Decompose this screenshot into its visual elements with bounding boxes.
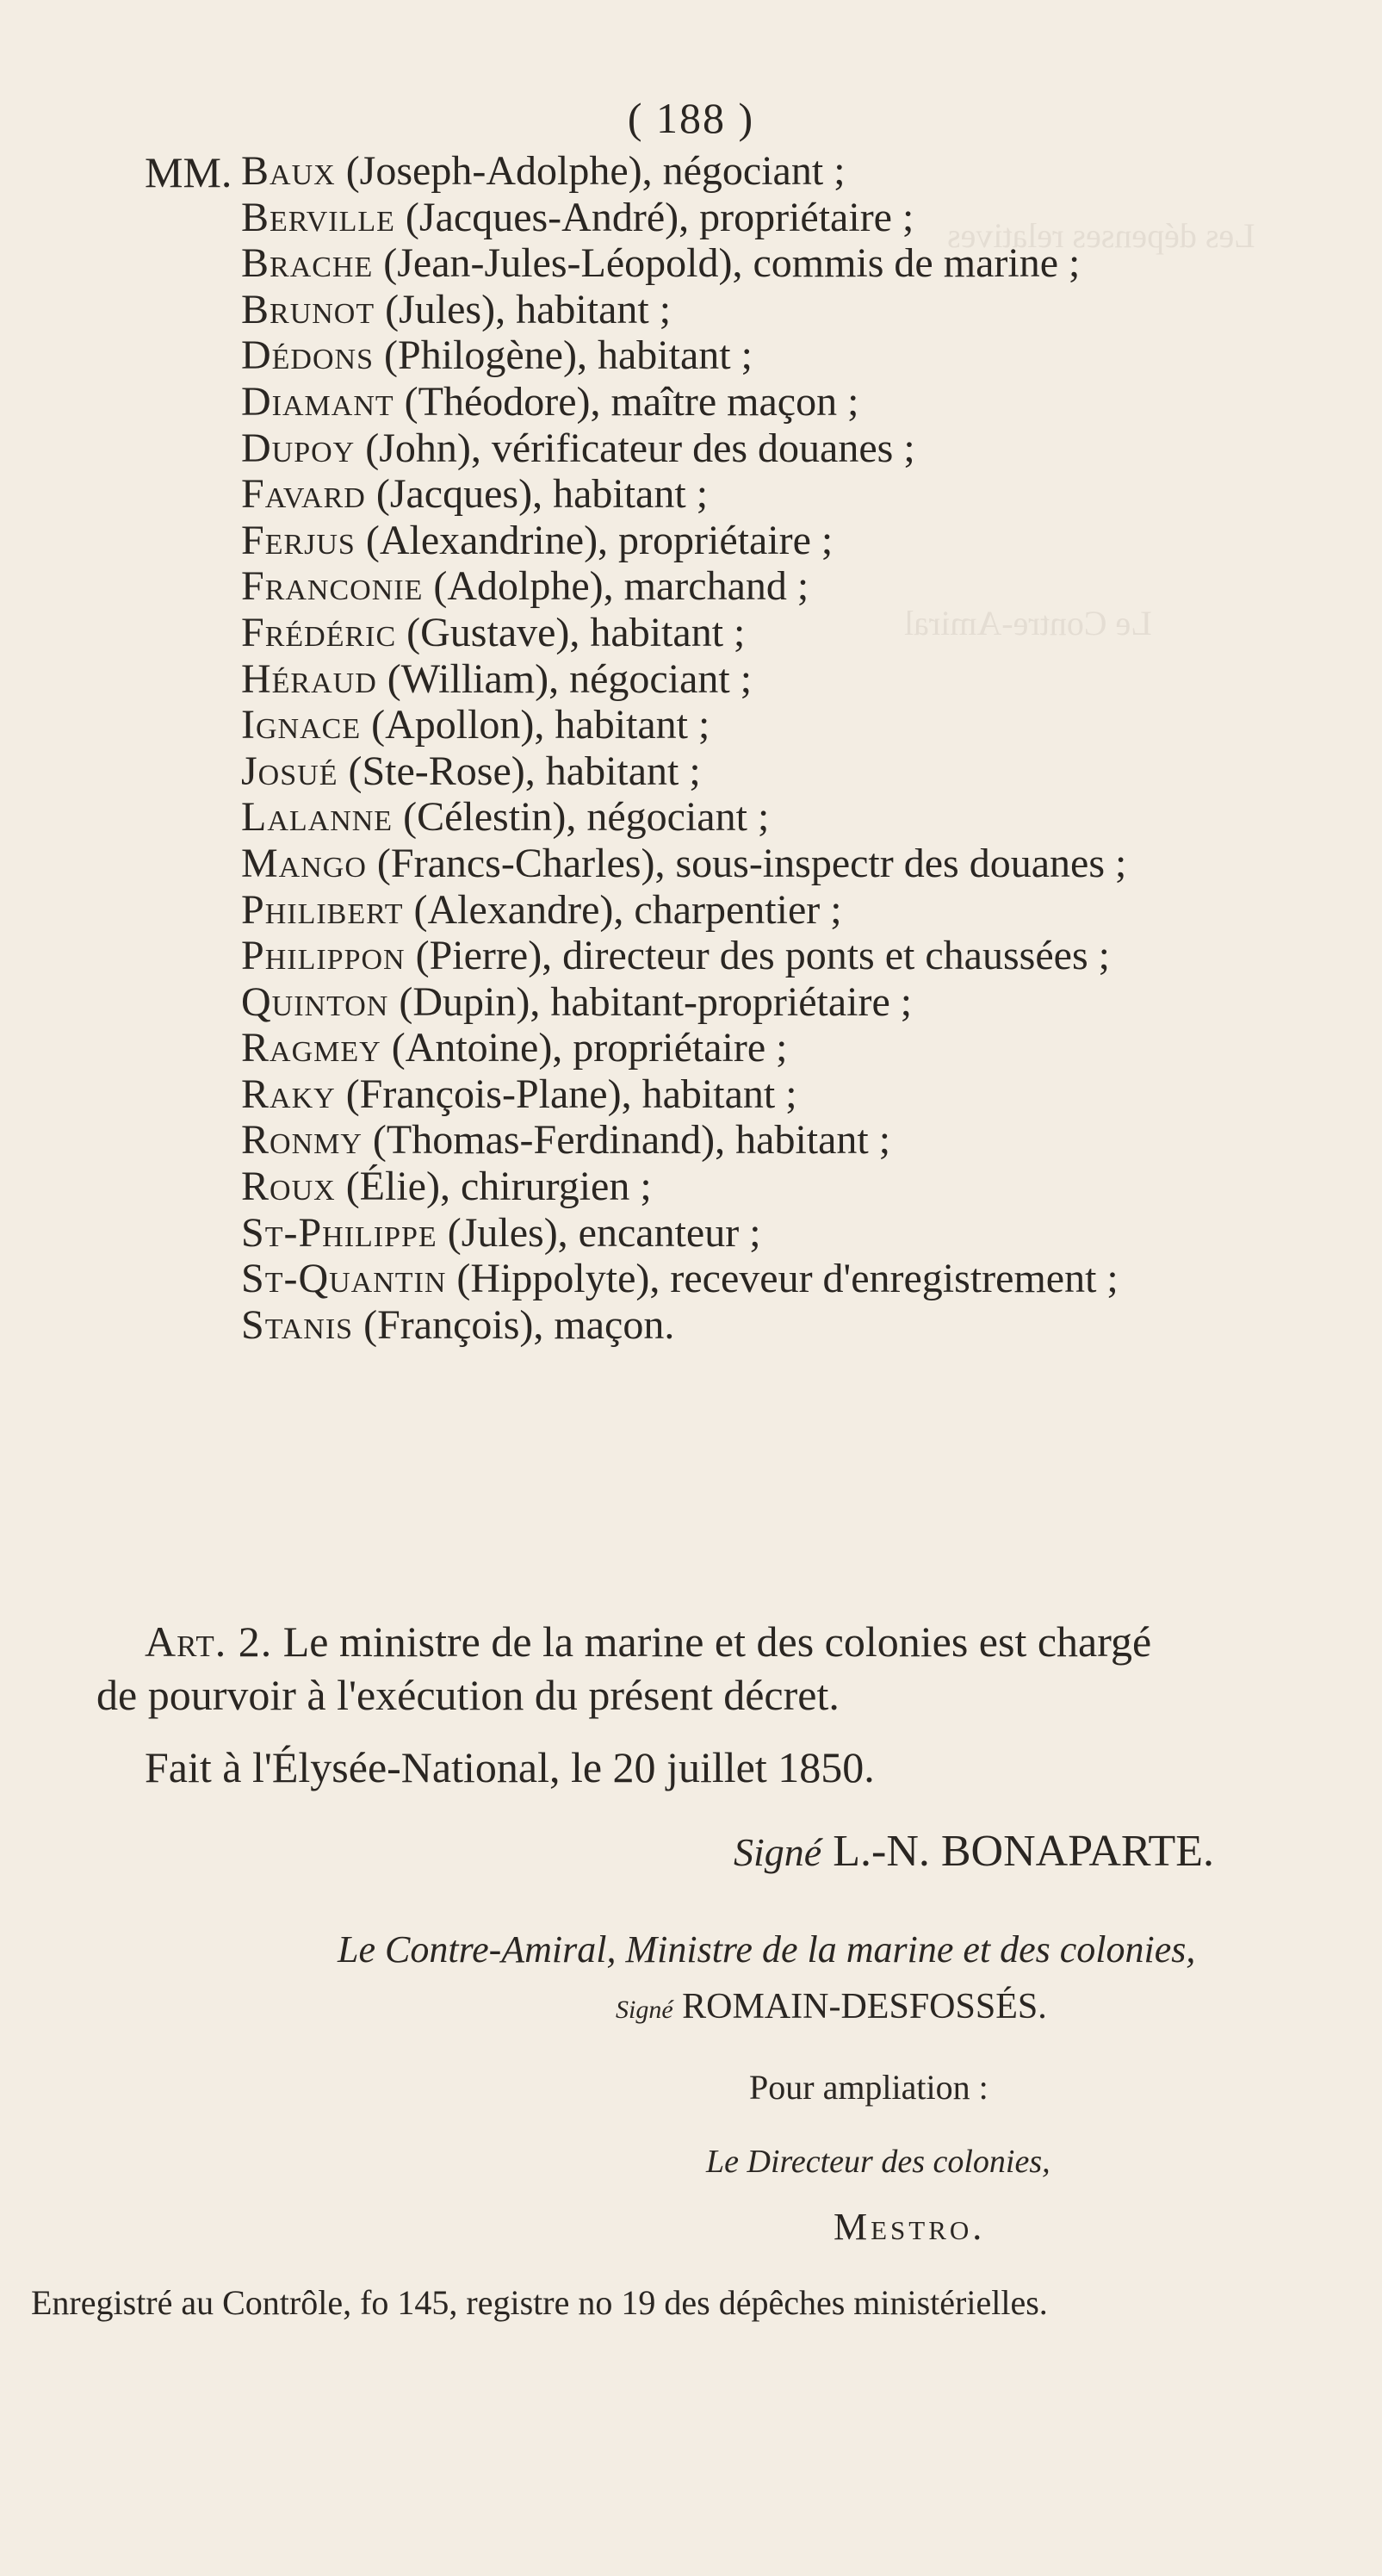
minister-title: Le Contre-Amiral, Ministre de la marine et des colonies, <box>338 1928 1196 1971</box>
member-name: Roux <box>241 1164 336 1210</box>
member-entry <box>241 379 1382 425</box>
member-details: (Jules), habitant ; <box>375 286 672 332</box>
show-through-text: Les dépenses relatives <box>947 216 1255 255</box>
article-2-line-1 <box>145 1616 1151 1667</box>
member-details: (Jacques), habitant ; <box>365 471 709 518</box>
member-list <box>146 148 1369 1348</box>
member-name: Josué <box>241 748 338 794</box>
member-name: Ronmy <box>241 1117 363 1164</box>
member-details: (Jean-Jules-Léopold), commis de marine ; <box>373 240 1081 287</box>
member-entry <box>241 933 1382 979</box>
member-name: Héraud <box>241 655 377 702</box>
member-entry <box>241 240 1382 287</box>
member-name: Ferjus <box>241 517 356 563</box>
member-details: (Alexandrine), propriétaire ; <box>355 517 834 563</box>
member-entry <box>241 332 1382 379</box>
member-details: (François), maçon. <box>353 1301 675 1348</box>
member-name: Frédéric <box>241 609 397 655</box>
member-details: (Alexandre), charpentier ; <box>403 886 842 933</box>
member-name: Favard <box>241 471 366 518</box>
member-entry <box>241 1117 1382 1164</box>
member-entry <box>241 841 1382 887</box>
minister-signature-line <box>616 1986 1047 2027</box>
member-details: (Thomas-Ferdinand), habitant ; <box>362 1117 891 1164</box>
member-entry <box>241 748 1382 795</box>
member-name: Raky <box>241 1071 336 1117</box>
member-name: Baux <box>241 148 336 194</box>
done-at-line: Fait à l'Élysée-National, le 20 juillet 1850. <box>145 1743 875 1791</box>
article-text: Le ministre de la marine et des colonies est chargé <box>272 1617 1152 1666</box>
president-signature-line <box>0 1826 1214 1877</box>
member-name: St-Philippe <box>241 1209 437 1256</box>
signed-word: Signé <box>616 1996 673 2024</box>
salutation: MM. <box>145 148 232 196</box>
minister-signature: ROMAIN-DESFOSSÉS. <box>682 1987 1047 2027</box>
member-entry <box>241 563 1382 610</box>
member-details: (Hippolyte), receveur d'enregistrement ; <box>446 1256 1119 1302</box>
member-details: (Élie), chirurgien ; <box>335 1164 652 1210</box>
registration-note: Enregistré au Contrôle, fo 145, registre no 19 des dépêches ministérielles. <box>31 2283 1048 2322</box>
page-number: ( 188 ) <box>627 94 755 142</box>
member-entry <box>241 518 1382 564</box>
member-name: Franconie <box>241 563 424 610</box>
member-name: Stanis <box>241 1301 354 1348</box>
member-entry <box>241 656 1382 703</box>
member-details: (Jules), encanteur ; <box>437 1209 761 1256</box>
member-details: (Célestin), négociant ; <box>393 794 770 841</box>
member-name: Brunot <box>241 286 375 332</box>
member-details: (Apollon), habitant ; <box>361 702 710 748</box>
member-name: Philibert <box>241 886 404 933</box>
signed-word: Signé <box>734 1830 822 1874</box>
member-entry <box>241 794 1382 841</box>
member-name: Berville <box>241 194 395 240</box>
member-entry <box>241 887 1382 934</box>
member-name: Quinton <box>241 978 389 1025</box>
member-details: (Pierre), directeur des ponts et chaussées ; <box>405 933 1110 979</box>
member-details: (Adolphe), marchand ; <box>423 563 809 610</box>
article-2-line-2: de pourvoir à l'exécution du présent décret. <box>96 1671 840 1719</box>
member-name: Diamant <box>241 378 394 425</box>
ampliation: Pour ampliation : <box>749 2068 988 2107</box>
member-details: (Théodore), maître maçon ; <box>394 378 859 425</box>
member-name: Ragmey <box>241 1025 381 1071</box>
member-entry <box>241 195 1382 241</box>
director-name: Mestro. <box>834 2206 986 2248</box>
member-entry <box>241 148 1382 195</box>
member-details: (Philogène), habitant ; <box>374 332 753 379</box>
member-details: (Francs-Charles), sous-inspectr des douanes ; <box>366 840 1127 886</box>
member-name: Dédons <box>241 332 375 379</box>
member-name: Brache <box>241 240 374 287</box>
member-name: Philippon <box>241 933 406 979</box>
member-entry <box>241 610 1382 656</box>
member-name: St-Quantin <box>241 1256 447 1302</box>
member-details: (François-Plane), habitant ; <box>335 1071 797 1117</box>
member-details: (Ste-Rose), habitant ; <box>338 748 701 794</box>
member-entry <box>241 979 1382 1026</box>
member-entry <box>241 1302 1382 1349</box>
member-name: Dupoy <box>241 425 356 471</box>
member-details: (William), négociant ; <box>376 655 753 702</box>
member-details: (Antoine), propriétaire ; <box>381 1025 788 1071</box>
member-entry <box>241 1164 1382 1210</box>
member-entry <box>241 702 1382 748</box>
member-entry <box>241 471 1382 518</box>
member-name: Ignace <box>241 702 362 748</box>
president-signature: L.-N. BONAPARTE. <box>833 1827 1214 1876</box>
member-details: (Gustave), habitant ; <box>396 609 746 655</box>
member-details: (Dupin), habitant-propriétaire ; <box>388 978 913 1025</box>
member-entry <box>241 1256 1382 1302</box>
member-details: (John), vérificateur des douanes ; <box>355 425 915 471</box>
member-details: (Jacques-André), propriétaire ; <box>394 194 914 240</box>
member-name: Lalanne <box>241 794 394 841</box>
article-label: Art. 2. <box>145 1617 273 1666</box>
director-title: Le Directeur des colonies, <box>706 2144 1050 2180</box>
member-entry <box>241 1210 1382 1257</box>
member-entry <box>241 1071 1382 1118</box>
member-entry <box>241 287 1382 333</box>
member-entry <box>241 1025 1382 1071</box>
member-entry <box>241 425 1382 472</box>
member-name: Mango <box>241 840 367 886</box>
member-details: (Joseph-Adolphe), négociant ; <box>335 148 846 194</box>
show-through-text: Le Contre-Amiral <box>904 604 1152 642</box>
